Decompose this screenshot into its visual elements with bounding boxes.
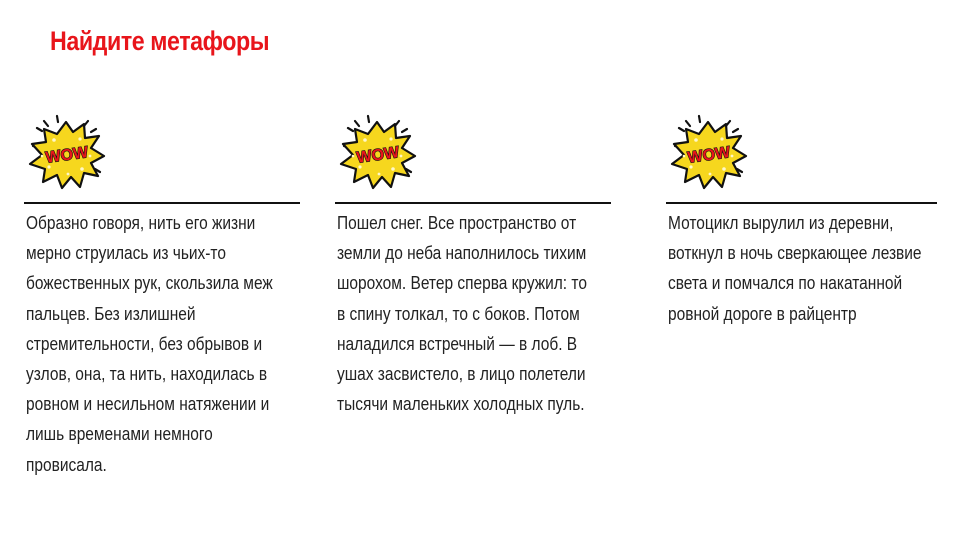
wow-comic-burst-icon — [335, 112, 419, 196]
card-text: Образно говоря, нить его жизни мерно струилась из чьих-то божественных рук, скользила меж пальцев. Без излишней стремительности, без обрывов и узлов, она, та нить, находилась в ровном и несильном натяжении и лишь временами немного провисала. — [26, 213, 273, 475]
divider-line — [666, 202, 937, 204]
wow-comic-burst-icon — [666, 112, 750, 196]
slide-title: Найдите метафоры — [50, 26, 270, 56]
divider-line — [335, 202, 611, 204]
divider-line — [24, 202, 300, 204]
card-text: Мотоцикл вырулил из деревни, воткнул в ночь сверкающее лезвие света и помчался по накатанной ровной дороге в райцентр — [668, 213, 922, 324]
wow-comic-burst-icon — [24, 112, 108, 196]
card-text: Пошел снег. Все пространство от земли до неба наполнилось тихим шорохом. Ветер сперва кружил: то в спину толкал, то с боков. Потом наладился встречный — в лоб. В ушах засвистело, в лицо полетели тысячи маленьких холодных пуль. — [337, 213, 587, 415]
